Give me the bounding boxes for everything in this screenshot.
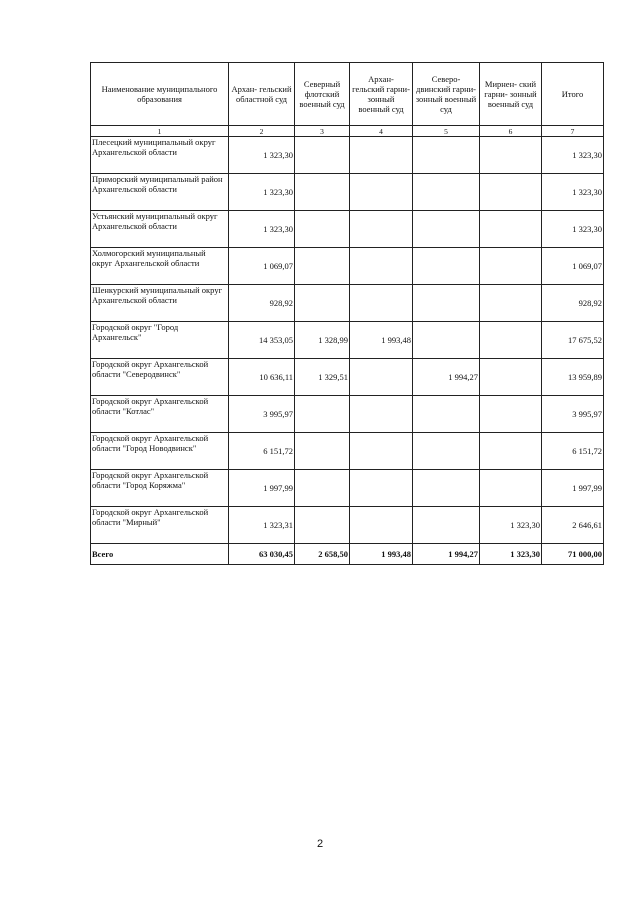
amount-cell <box>295 396 350 433</box>
amount-cell <box>480 248 542 285</box>
amount-cell: 10 636,11 <box>229 359 295 396</box>
amount-cell <box>295 507 350 544</box>
column-number-row <box>91 126 604 137</box>
amount-cell <box>295 137 350 174</box>
amount-cell <box>480 470 542 507</box>
amount-cell: 1 323,30 <box>542 174 604 211</box>
total-value: 1 323,30 <box>480 544 542 565</box>
amount-cell: 928,92 <box>542 285 604 322</box>
amount-cell: 14 353,05 <box>229 322 295 359</box>
header-cell: Мирнен- ский гарни- зонный военный суд <box>480 63 542 126</box>
municipality-name: Приморский муниципальный район Архангельской области <box>91 174 229 211</box>
amount-cell <box>413 285 480 322</box>
table-row <box>91 174 604 211</box>
total-value: 63 030,45 <box>229 544 295 565</box>
table-row <box>91 396 604 433</box>
amount-cell: 1 997,99 <box>229 470 295 507</box>
municipality-name: Городской округ Архангельской области "Город Новодвинск" <box>91 433 229 470</box>
amount-cell: 1 997,99 <box>542 470 604 507</box>
amount-cell <box>413 248 480 285</box>
table-row <box>91 211 604 248</box>
municipality-name: Шенкурский муниципальный округ Архангельской области <box>91 285 229 322</box>
amount-cell: 1 323,30 <box>542 137 604 174</box>
amount-cell <box>480 359 542 396</box>
municipality-name: Холмогорский муниципальный округ Архангельской области <box>91 248 229 285</box>
amount-cell <box>295 211 350 248</box>
municipality-name: Городской округ Архангельской области "Котлас" <box>91 396 229 433</box>
column-number: 6 <box>480 126 542 137</box>
amount-cell: 3 995,97 <box>229 396 295 433</box>
amount-cell <box>350 433 413 470</box>
amount-cell <box>480 285 542 322</box>
municipality-name: Городской округ "Город Архангельск" <box>91 322 229 359</box>
column-number: 5 <box>413 126 480 137</box>
distribution-table <box>90 62 604 565</box>
table-row <box>91 470 604 507</box>
header-cell: Наименование муниципального образования <box>91 63 229 126</box>
amount-cell: 1 993,48 <box>350 322 413 359</box>
header-cell: Северо- двинский гарни- зонный военный суд <box>413 63 480 126</box>
amount-cell: 17 675,52 <box>542 322 604 359</box>
amount-cell: 1 323,31 <box>229 507 295 544</box>
amount-cell: 928,92 <box>229 285 295 322</box>
header-cell: Архан- гельский областной суд <box>229 63 295 126</box>
amount-cell <box>295 248 350 285</box>
column-number: 4 <box>350 126 413 137</box>
amount-cell <box>480 211 542 248</box>
column-number: 2 <box>229 126 295 137</box>
amount-cell: 1 323,30 <box>229 211 295 248</box>
amount-cell <box>295 470 350 507</box>
header-cell: Итого <box>542 63 604 126</box>
amount-cell <box>413 507 480 544</box>
amount-cell <box>350 470 413 507</box>
amount-cell <box>480 396 542 433</box>
amount-cell <box>480 322 542 359</box>
amount-cell <box>295 433 350 470</box>
amount-cell: 1 069,07 <box>229 248 295 285</box>
amount-cell: 1 323,30 <box>229 174 295 211</box>
table-row <box>91 248 604 285</box>
total-value: 1 994,27 <box>413 544 480 565</box>
amount-cell: 1 994,27 <box>413 359 480 396</box>
amount-cell: 1 323,30 <box>229 137 295 174</box>
table-row <box>91 433 604 470</box>
amount-cell <box>350 507 413 544</box>
header-cell: Архан- гельский гарни- зонный военный суд <box>350 63 413 126</box>
amount-cell <box>350 359 413 396</box>
table-row <box>91 137 604 174</box>
header-row <box>91 63 604 126</box>
column-number: 1 <box>91 126 229 137</box>
total-label: Всего <box>91 544 229 565</box>
municipality-name: Плесецкий муниципальный округ Архангельской области <box>91 137 229 174</box>
amount-cell <box>413 137 480 174</box>
total-value: 2 658,50 <box>295 544 350 565</box>
amount-cell <box>350 137 413 174</box>
amount-cell <box>295 285 350 322</box>
amount-cell: 1 323,30 <box>542 211 604 248</box>
amount-cell: 1 329,51 <box>295 359 350 396</box>
amount-cell: 6 151,72 <box>542 433 604 470</box>
table-row <box>91 507 604 544</box>
total-value: 1 993,48 <box>350 544 413 565</box>
amount-cell <box>350 211 413 248</box>
amount-cell: 1 323,30 <box>480 507 542 544</box>
amount-cell <box>350 285 413 322</box>
amount-cell: 6 151,72 <box>229 433 295 470</box>
amount-cell <box>413 322 480 359</box>
municipality-name: Городской округ Архангельской области "Северодвинск" <box>91 359 229 396</box>
amount-cell <box>413 470 480 507</box>
table-row <box>91 322 604 359</box>
municipality-name: Городской округ Архангельской области "Город Коряжма" <box>91 470 229 507</box>
amount-cell <box>350 174 413 211</box>
header-cell: Северный флотский военный суд <box>295 63 350 126</box>
amount-cell <box>350 396 413 433</box>
amount-cell: 3 995,97 <box>542 396 604 433</box>
municipality-name: Устьянский муниципальный округ Архангельской области <box>91 211 229 248</box>
amount-cell <box>350 248 413 285</box>
amount-cell <box>413 396 480 433</box>
total-value: 71 000,00 <box>542 544 604 565</box>
amount-cell: 1 328,99 <box>295 322 350 359</box>
column-number: 3 <box>295 126 350 137</box>
table-row <box>91 359 604 396</box>
amount-cell <box>480 433 542 470</box>
amount-cell: 1 069,07 <box>542 248 604 285</box>
amount-cell <box>413 433 480 470</box>
page-number: 2 <box>316 838 324 850</box>
table-row <box>91 285 604 322</box>
amount-cell <box>480 174 542 211</box>
amount-cell: 13 959,89 <box>542 359 604 396</box>
amount-cell <box>480 137 542 174</box>
amount-cell <box>295 174 350 211</box>
amount-cell <box>413 211 480 248</box>
municipality-name: Городской округ Архангельской области "Мирный" <box>91 507 229 544</box>
amount-cell: 2 646,61 <box>542 507 604 544</box>
total-row <box>91 544 604 565</box>
amount-cell <box>413 174 480 211</box>
column-number: 7 <box>542 126 604 137</box>
